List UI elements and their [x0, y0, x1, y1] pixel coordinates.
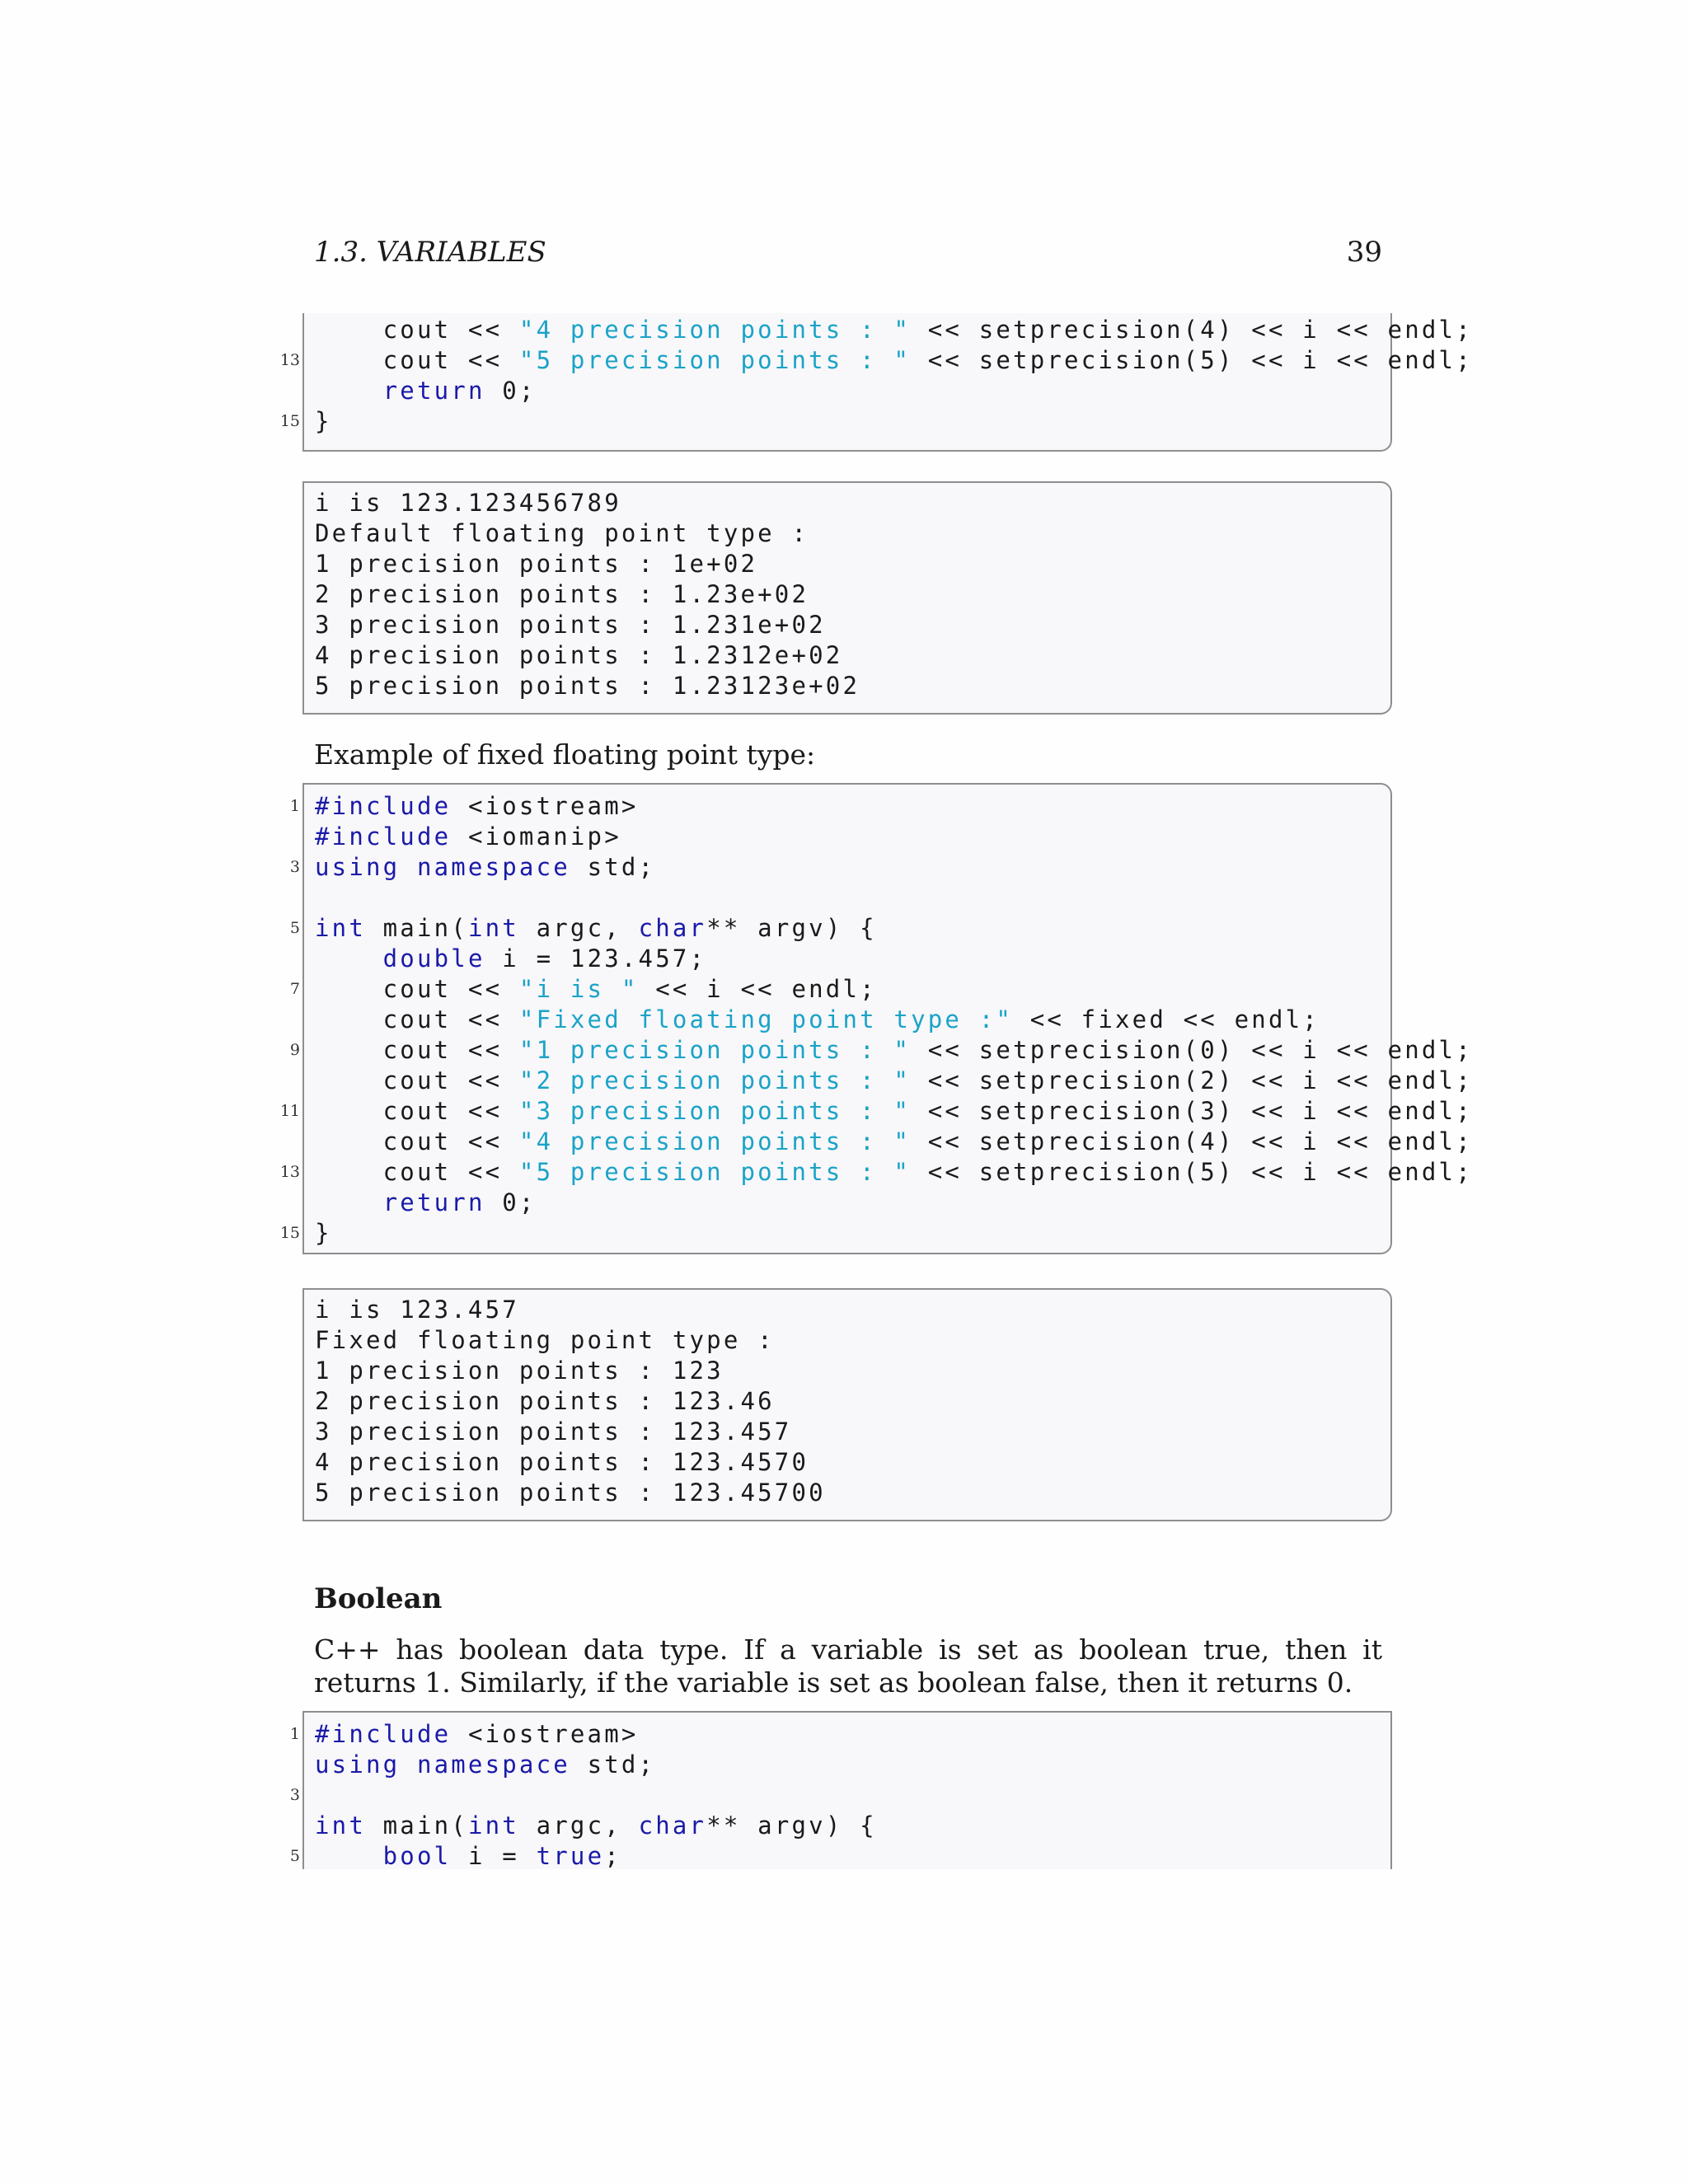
code-line [279, 406, 1473, 437]
output-line: 1 precision points : 123 [315, 1357, 724, 1385]
code-line [289, 974, 1473, 1005]
code-line [289, 1841, 877, 1872]
code-token: << i << endl; [638, 975, 877, 1003]
code-line [315, 376, 1473, 406]
output-line: Default floating point type : [315, 519, 809, 547]
code-line [289, 1035, 1473, 1066]
code-listing-continued [279, 315, 1473, 437]
string-literal: "1 precision points : " [518, 1036, 912, 1064]
code-listing-fixed [279, 791, 1473, 1249]
code-token: i = 123.457; [485, 944, 707, 972]
line-number: 15 [279, 412, 300, 430]
string-literal: "5 precision points : " [518, 346, 912, 374]
output-line: i is 123.457 [315, 1296, 519, 1324]
line-number: 1 [289, 1725, 300, 1743]
string-literal: "2 precision points : " [518, 1066, 912, 1094]
keyword-token: int [315, 914, 366, 942]
keyword-token: #include [315, 792, 452, 820]
code-token: << setprecision(4) << i << endl; [911, 316, 1473, 344]
code-token [315, 1188, 383, 1216]
code-listing-boolean [289, 1719, 877, 1872]
code-line [315, 1750, 877, 1780]
code-token: ** argv) { [706, 914, 877, 942]
code-token: main( [365, 914, 468, 942]
code-token: cout << [315, 975, 519, 1003]
code-token: cout << [315, 316, 519, 344]
line-number: 5 [289, 919, 300, 937]
keyword-token: #include [315, 1720, 452, 1748]
keyword-token: using namespace [315, 853, 570, 881]
output-line: 2 precision points : 123.46 [315, 1387, 775, 1415]
code-token: main( [365, 1811, 468, 1840]
output-line: 1 precision points : 1e+02 [315, 550, 758, 578]
code-line [279, 1157, 1473, 1188]
code-token: std; [570, 853, 656, 881]
running-header [314, 236, 1382, 277]
output-listing-default [315, 488, 860, 701]
string-literal: "5 precision points : " [518, 1158, 912, 1186]
output-listing-fixed [315, 1295, 826, 1508]
keyword-token: char [638, 914, 707, 942]
string-literal: "i is " [518, 975, 639, 1003]
code-token: cout << [315, 1127, 519, 1155]
code-token: << setprecision(2) << i << endl; [911, 1066, 1473, 1094]
line-number: 9 [289, 1041, 300, 1059]
code-token: << setprecision(0) << i << endl; [911, 1036, 1473, 1064]
paragraph-fixed-example: Example of fixed floating point type: [314, 738, 816, 771]
code-token: } [315, 407, 332, 435]
output-line: 5 precision points : 1.23123e+02 [315, 672, 860, 700]
output-line: 2 precision points : 1.23e+02 [315, 580, 809, 608]
line-number: 7 [289, 980, 300, 998]
code-line [315, 1188, 1473, 1218]
keyword-token: int [467, 1811, 519, 1840]
line-number: 3 [289, 858, 300, 876]
code-token: argc, [518, 1811, 639, 1840]
code-token [315, 1842, 383, 1870]
keyword-token: bool [382, 1842, 452, 1870]
code-line [315, 1005, 1473, 1035]
code-line [315, 1811, 877, 1841]
code-line [289, 852, 1473, 883]
output-line: 5 precision points : 123.45700 [315, 1479, 826, 1507]
code-line [289, 1780, 877, 1811]
code-token: cout << [315, 1005, 519, 1033]
code-line [289, 791, 1473, 822]
keyword-token: using namespace [315, 1750, 570, 1779]
line-number: 5 [289, 1847, 300, 1865]
code-token: 0; [485, 377, 537, 405]
code-token: cout << [315, 1097, 519, 1125]
code-line [289, 913, 1473, 944]
code-line [289, 1719, 877, 1750]
code-line [315, 944, 1473, 974]
code-token [315, 944, 383, 972]
code-token: std; [570, 1750, 656, 1779]
code-token: <iomanip> [451, 823, 621, 851]
output-line: 4 precision points : 1.2312e+02 [315, 641, 843, 669]
code-token: << fixed << endl; [1013, 1005, 1320, 1033]
line-number: 11 [279, 1102, 300, 1120]
code-line [279, 1218, 1473, 1249]
code-token: cout << [315, 1036, 519, 1064]
string-literal: "Fixed floating point type :" [518, 1005, 1014, 1033]
code-line [315, 315, 1473, 345]
code-line [315, 822, 1473, 852]
code-token: ** argv) { [706, 1811, 877, 1840]
keyword-token: return [382, 1188, 485, 1216]
keyword-token: double [382, 944, 485, 972]
string-literal: "3 precision points : " [518, 1097, 912, 1125]
code-line [315, 883, 1473, 913]
code-token [315, 377, 383, 405]
code-token: cout << [315, 1158, 519, 1186]
code-token: 0; [485, 1188, 537, 1216]
code-line [315, 1066, 1473, 1096]
code-token: ; [604, 1842, 621, 1870]
keyword-token: #include [315, 823, 452, 851]
section-title: 1.3. VARIABLES [314, 236, 546, 269]
line-number: 15 [279, 1224, 300, 1242]
keyword-token: return [382, 377, 485, 405]
paragraph-boolean: C++ has boolean data type. If a variable is set as boolean true, then it returns 1. Similarly, if the variable is set as boolean false, then it returns 0. [314, 1633, 1382, 1699]
line-number: 13 [279, 1163, 300, 1181]
code-token: } [315, 1219, 332, 1247]
code-token: cout << [315, 346, 519, 374]
line-number: 3 [289, 1786, 300, 1804]
code-token: i = [451, 1842, 537, 1870]
code-token: << setprecision(5) << i << endl; [911, 1158, 1473, 1186]
section-heading-boolean: Boolean [314, 1582, 443, 1615]
code-token: <iostream> [451, 1720, 639, 1748]
line-number: 1 [289, 797, 300, 815]
code-token: << setprecision(3) << i << endl; [911, 1097, 1473, 1125]
string-literal: "4 precision points : " [518, 316, 912, 344]
output-line: 4 precision points : 123.4570 [315, 1448, 809, 1476]
code-token: argc, [518, 914, 639, 942]
keyword-token: char [638, 1811, 707, 1840]
page-number: 39 [1346, 236, 1382, 269]
output-line: 3 precision points : 123.457 [315, 1418, 792, 1446]
keyword-token: true [536, 1842, 605, 1870]
code-line [279, 1096, 1473, 1127]
output-line: 3 precision points : 1.231e+02 [315, 611, 826, 639]
code-line [279, 345, 1473, 376]
code-line [315, 1127, 1473, 1157]
keyword-token: int [315, 1811, 366, 1840]
code-token: << setprecision(5) << i << endl; [911, 346, 1473, 374]
output-line: i is 123.123456789 [315, 489, 621, 517]
line-number: 13 [279, 351, 300, 369]
code-token: cout << [315, 1066, 519, 1094]
code-token: <iostream> [451, 792, 639, 820]
output-line: Fixed floating point type : [315, 1326, 775, 1354]
keyword-token: int [467, 914, 519, 942]
string-literal: "4 precision points : " [518, 1127, 912, 1155]
code-token: << setprecision(4) << i << endl; [911, 1127, 1473, 1155]
